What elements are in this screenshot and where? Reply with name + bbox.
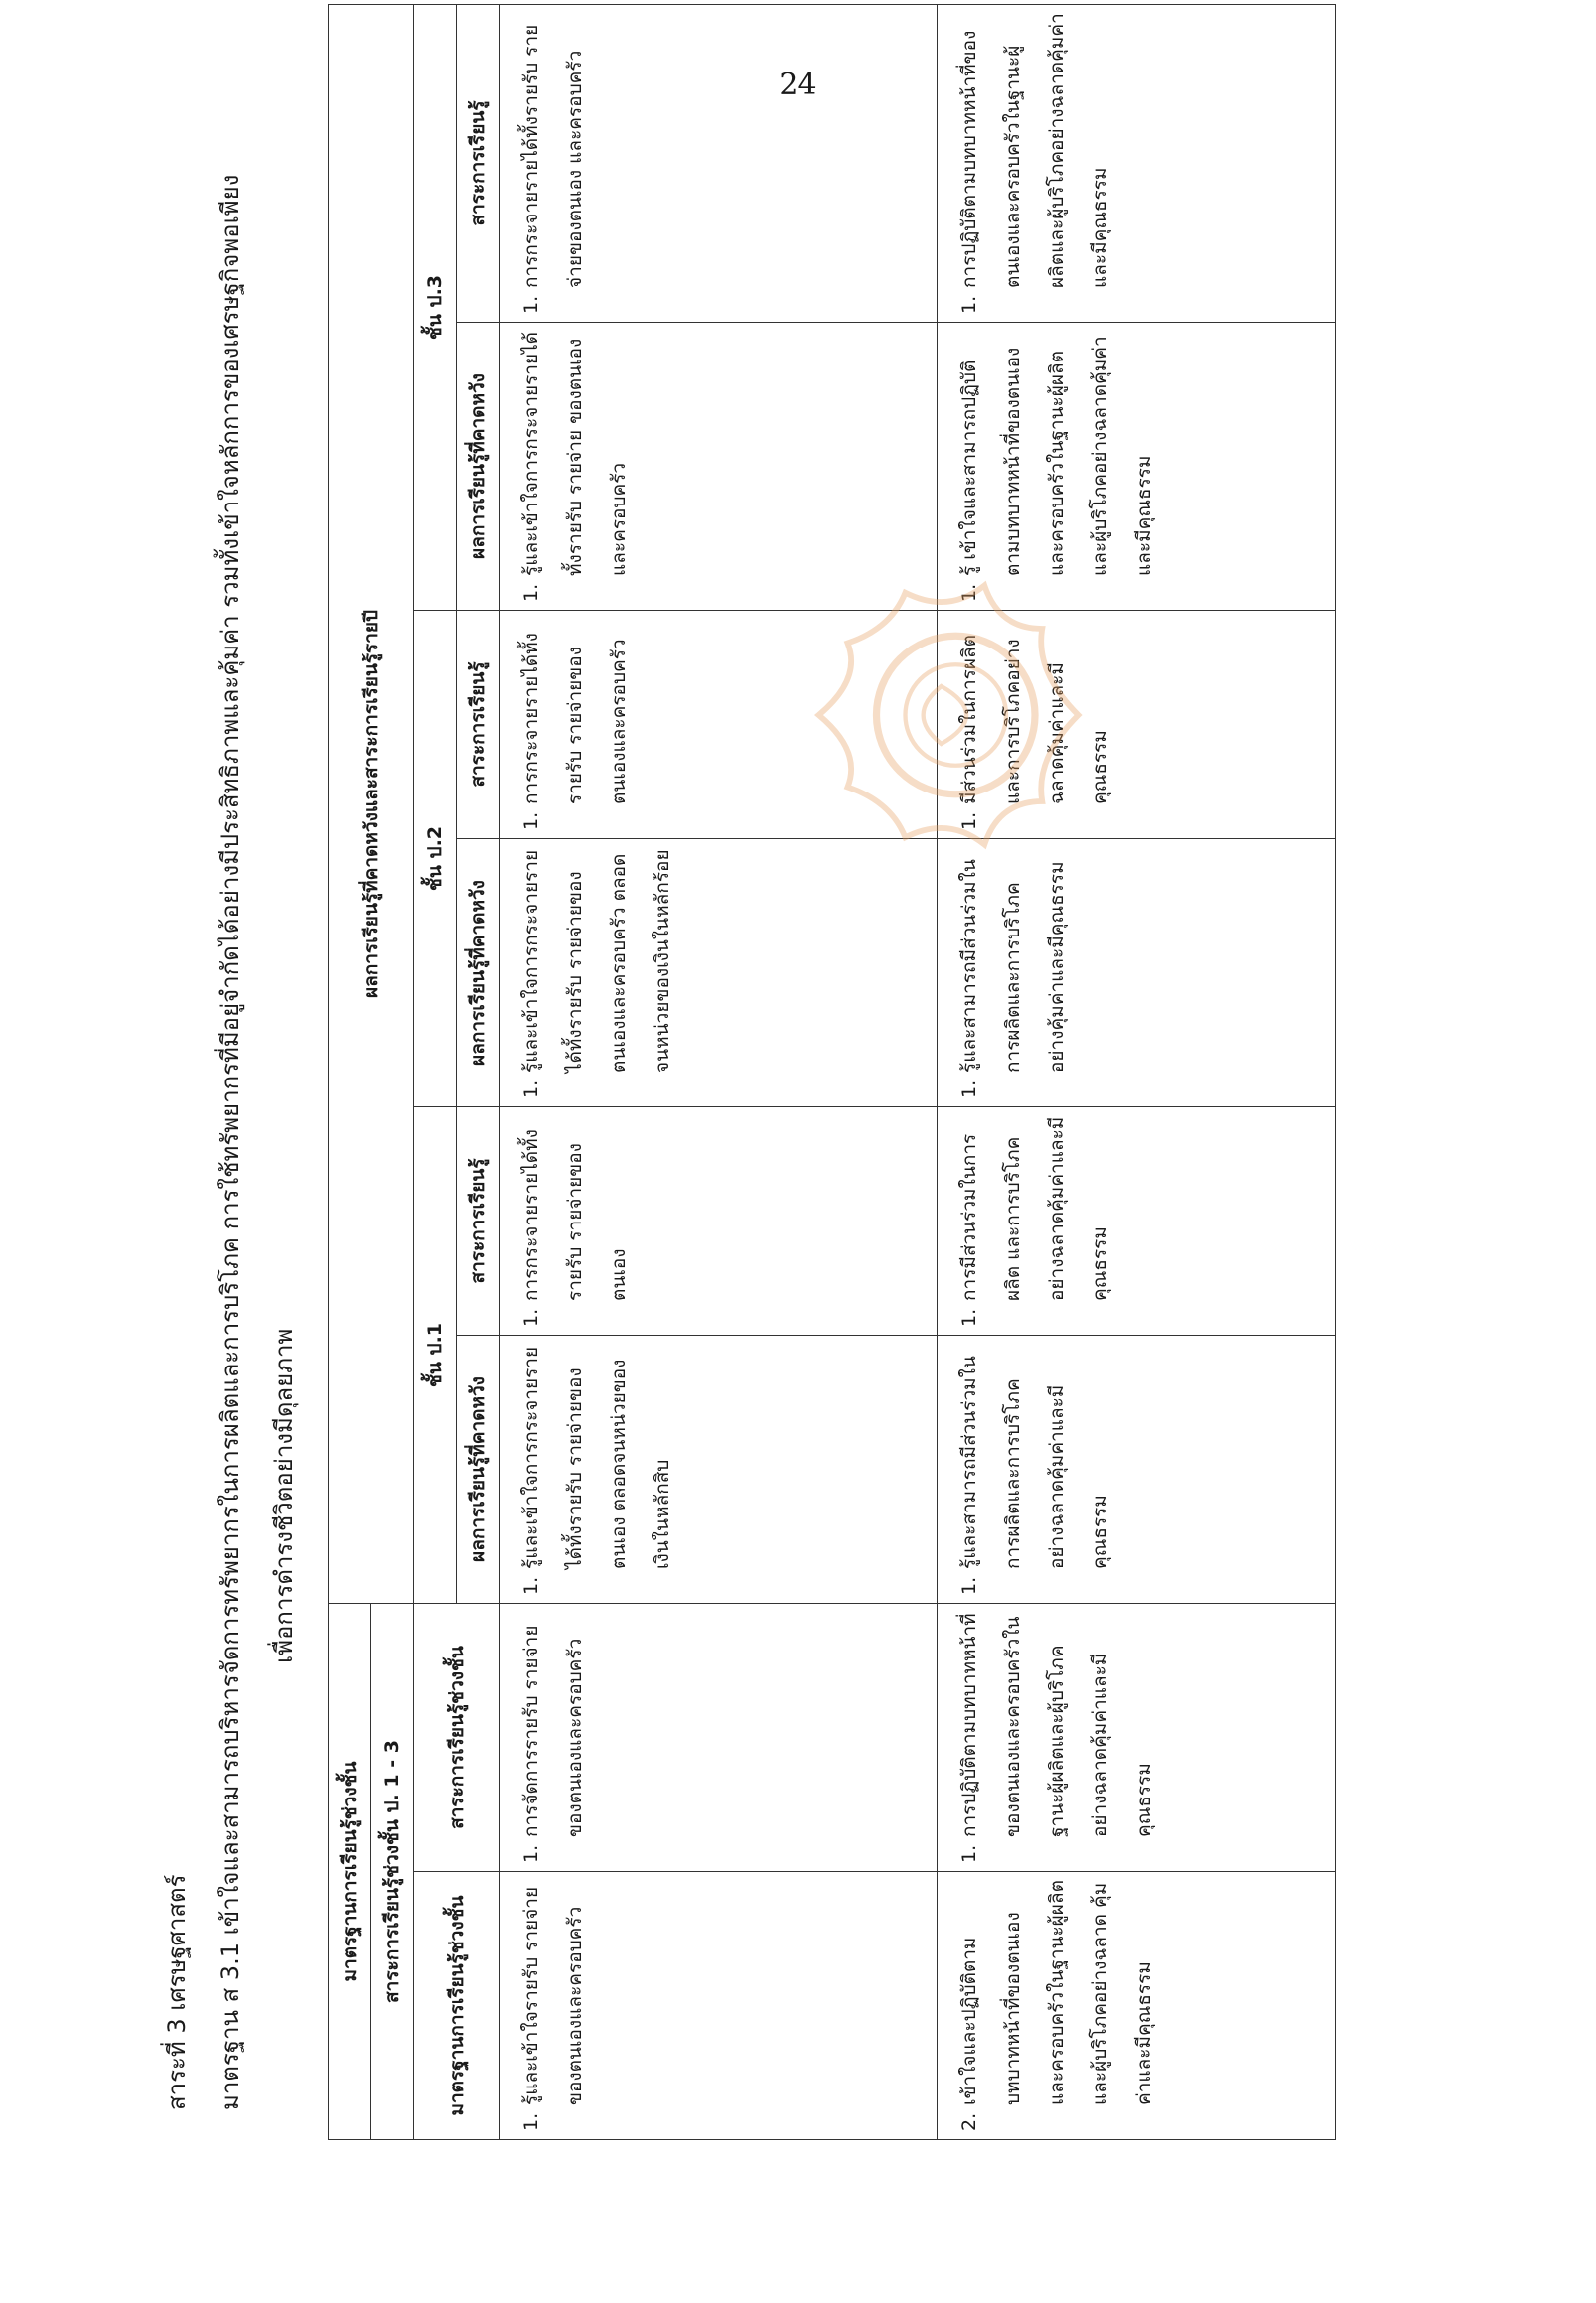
cell-g3-outcome: 1. รู้ เข้าใจและสามารถปฏิบัติตามบทบาทหน้าที่ของตนเองและครอบครัวในฐานะผู้ผลิตและผู้บริโภคอย่างฉลาดคุ้มค่าและมีคุณธรรม [938, 322, 1336, 610]
standard-statement-continued: เพื่อการดำรงชีวิตอย่างมีดุลยภาพ [270, 1328, 298, 1663]
header-col-standard: มาตรฐานการเรียนรู้ช่วงชั้น [414, 1872, 500, 2140]
header-grade-2: ชั้น ป.2 [414, 610, 457, 1106]
header-content-range: สาระการเรียนรู้ช่วงชั้น ป. 1 - 3 [371, 1603, 414, 2139]
cell-standard: 1. รู้และเข้าใจรายรับ รายจ่ายของตนเองและครอบครัว [500, 1872, 938, 2140]
header-yearly: ผลการเรียนรู้ที่คาดหวังและสาระการเรียนรู้รายปี [329, 4, 414, 1603]
header-g3-content: สาระการเรียนรู้ [457, 4, 500, 322]
cell-standard: 2. เข้าใจและปฏิบัติตามบทบาทหน้าที่ของตนเองและครอบครัวในฐานะผู้ผลิตและผู้บริโภคอย่างฉลาด คุ้มค่าและมีคุณธรรม [938, 1872, 1336, 2140]
strand-title: สาระที่ 3 เศรษฐศาสตร์ [163, 1874, 191, 2110]
cell-g1-outcome: 1. รู้และสามารถมีส่วนร่วมในการผลิตและการบริโภคอย่างฉลาดคุ้มค่าและมีคุณธรรม [938, 1335, 1336, 1603]
header-grade-1: ชั้น ป.1 [414, 1106, 457, 1603]
cell-g1-content: 1. การกระจายรายได้ทั้งรายรับ รายจ่ายของตนเอง [500, 1106, 938, 1335]
cell-g2-outcome: 1. รู้และเข้าใจการกระจายรายได้ทั้งรายรับ รายจ่ายของตนเองและครอบครัว ตลอดจนหน่วยของเงินในหลักร้อย [500, 838, 938, 1106]
curriculum-table [328, 4, 1336, 2140]
cell-g1-outcome: 1. รู้และเข้าใจการกระจายรายได้ทั้งรายรับ รายจ่ายของตนเอง ตลอดจนหน่วยของเงินในหลักสิบ [500, 1335, 938, 1603]
header-g1-content: สาระการเรียนรู้ [457, 1106, 500, 1335]
cell-g3-outcome: 1. รู้และเข้าใจการกระจายรายได้ทั้งรายรับ รายจ่าย ของตนเองและครอบครัว [500, 322, 938, 610]
cell-content: 1. การปฏิบัติตามบทบาทหน้าที่ของตนเองและครอบครัวในฐานะผู้ผลิตและผู้บริโภคอย่างฉลาดคุ้มค่าและมีคุณธรรม [938, 1603, 1336, 1871]
cell-g2-content: 1. การกระจายรายได้ทั้งรายรับ รายจ่ายของตนเองและครอบครัว [500, 610, 938, 838]
header-grade-3: ชั้น ป.3 [414, 4, 457, 610]
cell-g2-content: 1. มีส่วนร่วมในการผลิตและการบริโภคอย่างฉลาดคุ้มค่าและมีคุณธรรม [938, 610, 1336, 838]
header-standard-group: มาตรฐานการเรียนรู้ช่วงชั้น [329, 1603, 371, 2139]
table-row [500, 4, 938, 2139]
header-g2-outcome: ผลการเรียนรู้ที่คาดหวัง [457, 838, 500, 1106]
header-g1-outcome: ผลการเรียนรู้ที่คาดหวัง [457, 1335, 500, 1603]
header-g2-content: สาระการเรียนรู้ [457, 610, 500, 838]
cell-g1-content: 1. การมีส่วนร่วมในการผลิต และการบริโภคอย่างฉลาดคุ้มค่าและมีคุณธรรม [938, 1106, 1336, 1335]
rotated-page-content [159, 5, 1569, 2140]
cell-g3-content: 1. การปฏิบัติตามบทบาทหน้าที่ของตนเองและครอบครัวในฐานะผู้ผลิตและผู้บริโภคอย่างฉลาดคุ้มค่าและมีคุณธรรม [938, 4, 1336, 322]
standard-statement: มาตรฐาน ส 3.1 เข้าใจและสามารถบริหารจัดการทรัพยากรในการผลิตและการบริโภค การใช้ทรัพยากรที่มีอยู่จำกัดได้อย่างมีประสิทธิภาพและคุ้มค่า รวมทั้งเข้าใจหลักการของเศรษฐกิจพอเพียง [217, 174, 244, 2110]
cell-content: 1. การจัดการรายรับ รายจ่ายของตนเองและครอบครัว [500, 1603, 938, 1871]
cell-g2-outcome: 1. รู้และสามารถมีส่วนร่วมในการผลิตและการบริโภค อย่างคุ้มค่าและมีคุณธรรม [938, 838, 1336, 1106]
header-col-content: สาระการเรียนรู้ช่วงชั้น [414, 1603, 500, 1871]
cell-g3-content: 1. การกระจายรายได้ทั้งรายรับ รายจ่ายของตนเอง และครอบครัว [500, 4, 938, 322]
page-number: 24 [779, 68, 817, 102]
header-g3-outcome: ผลการเรียนรู้ที่คาดหวัง [457, 322, 500, 610]
table-row [938, 4, 1336, 2139]
